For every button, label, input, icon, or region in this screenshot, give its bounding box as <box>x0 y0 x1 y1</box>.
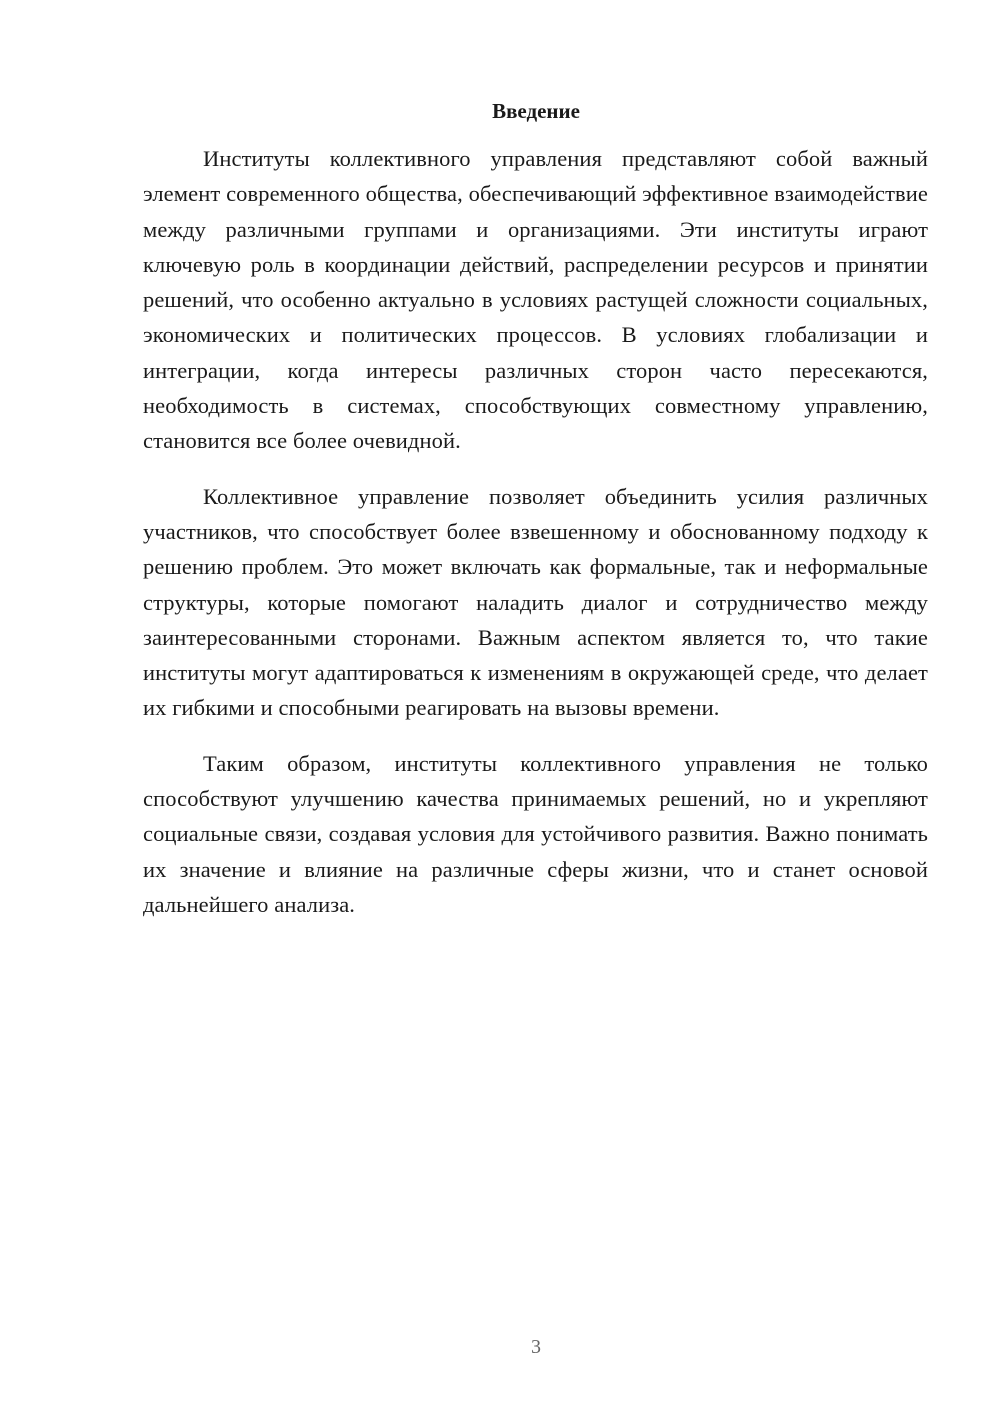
paragraph-3: Таким образом, институты коллективного управления не только способствуют улучшению качества принимаемых решений, но и укрепляют социальные связи, создавая условия для устойчивого развития. Важно понимать их значение и влияние на различные сферы жизни, что и станет основой дальнейшего анализа. <box>143 750 928 917</box>
body-text <box>143 141 928 922</box>
paragraph-1: Институты коллективного управления представляют собой важный элемент современного общества, обеспечивающий эффективное взаимодействие между различными группами и организациями. Эти институты играют ключевую роль в координации действий, распределении ресурсов и принятии решений, что особенно актуально в условиях растущей сложности социальных, экономических и политических процессов. В условиях глобализации и интеграции, когда интересы различных сторон часто пересекаются, необходимость в системах, способствующих совместному управлению, становится все более очевидной. <box>143 146 928 454</box>
page-number: 3 <box>531 1336 541 1358</box>
page-title: Введение <box>492 99 580 123</box>
paragraph-2: Коллективное управление позволяет объединить усилия различных участников, что способствует более взвешенному и обоснованному подходу к решению проблем. Это может включать как формальные, так и неформальные структуры, которые помогают наладить диалог и сотрудничество между заинтересованными сторонами. Важным аспектом является то, что такие институты могут адаптироваться к изменениям в окружающей среде, что делает их гибкими и способными реагировать на вызовы времени. <box>143 483 928 721</box>
